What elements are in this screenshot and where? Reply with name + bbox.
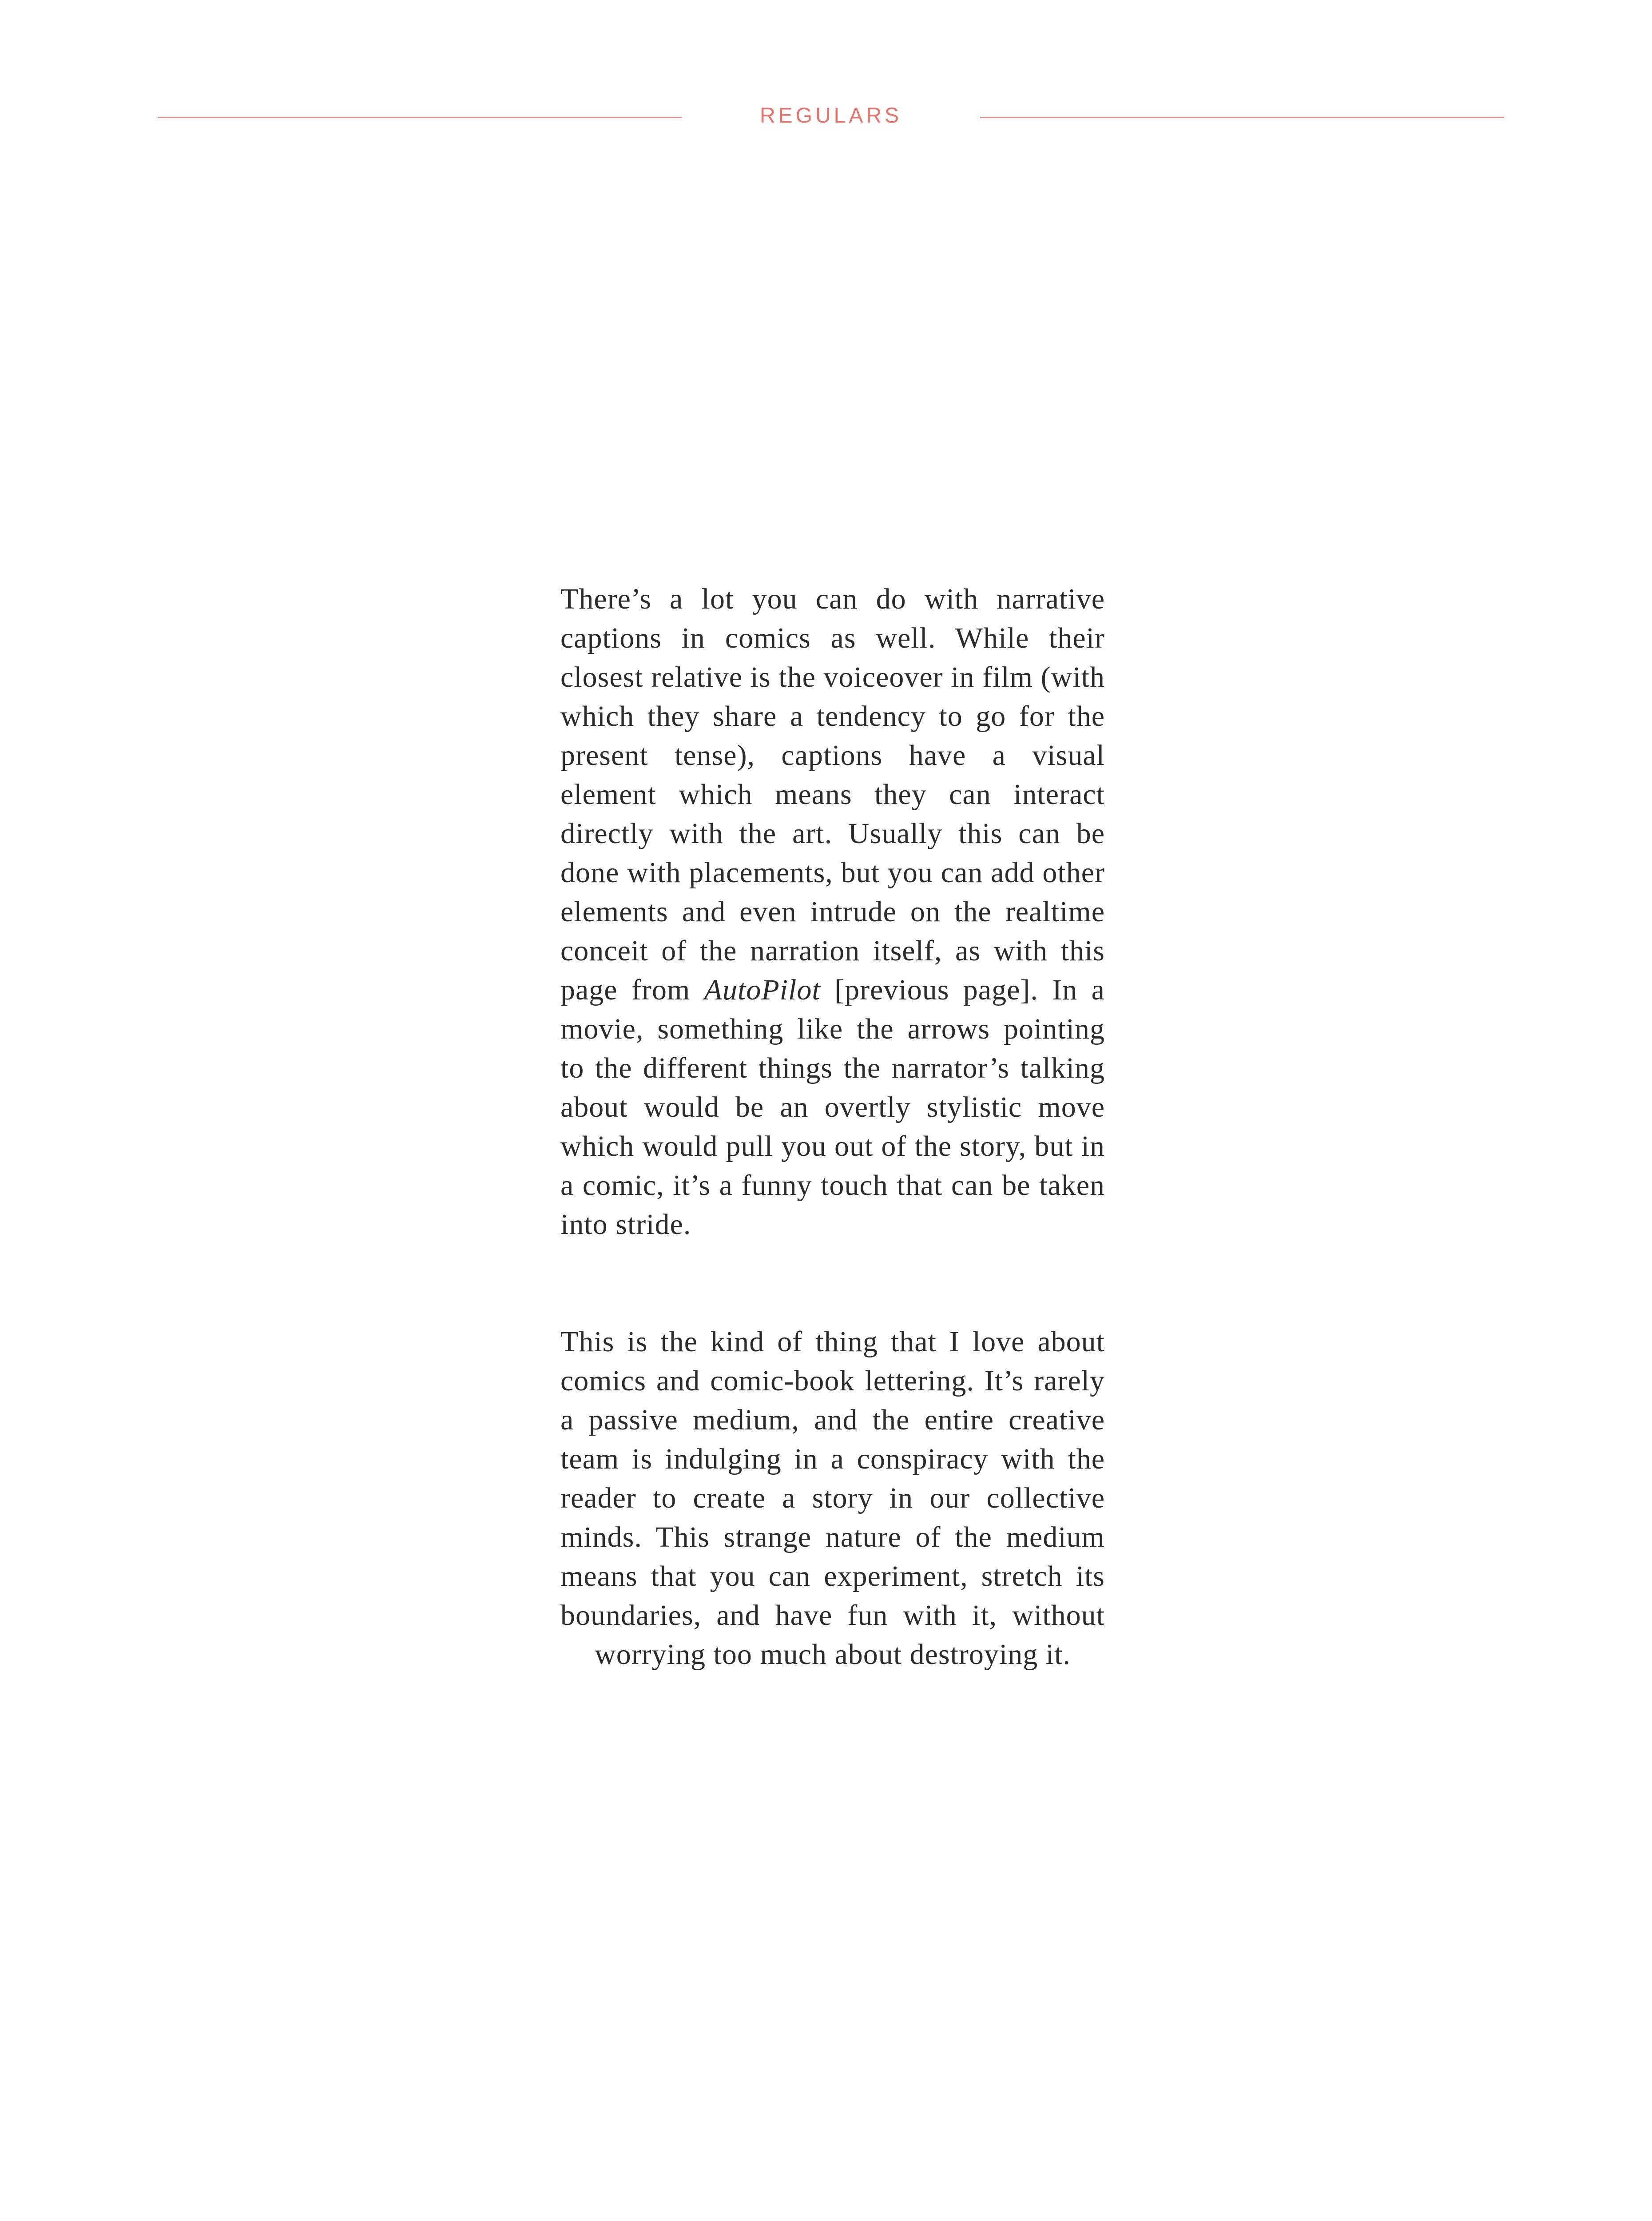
section-label: REGULARS — [759, 104, 902, 127]
article-body — [560, 580, 1105, 1674]
header-rule-right — [980, 117, 1504, 118]
paragraph-1 — [560, 580, 1105, 1244]
comic-title-autopilot: AutoPilot — [704, 974, 821, 1006]
paragraph-1-text-b: [previous page]. In a movie, something like the arrows pointing to the different things the narrator’s talking about would be an overtly stylistic move which would pull you out of the story, but in a comic, it’s a funny touch that can be taken into stride. — [560, 974, 1105, 1241]
paragraph-2: This is the kind of thing that I love about comics and comic-book lettering. It’s rarely a passive medium, and the entire creative team is indulging in a conspiracy with the reader to create a story in our collective minds. This strange nature of the medium means that you can experiment, stretch its boundaries, and have fun with it, without worrying too much about destroying it. — [560, 1325, 1105, 1671]
page-header — [158, 100, 1504, 135]
paragraph-1-text-a: There’s a lot you can do with narrative captions in comics as well. While their closest relative is the voiceover in film (with which they share a tendency to go for the present tense), captions have a visual element which means they can interact directly with the art. Usually this can be done with placements, but you can add other elements and even intrude on the realtime conceit of the narration itself, as with this page from — [560, 583, 1105, 1006]
